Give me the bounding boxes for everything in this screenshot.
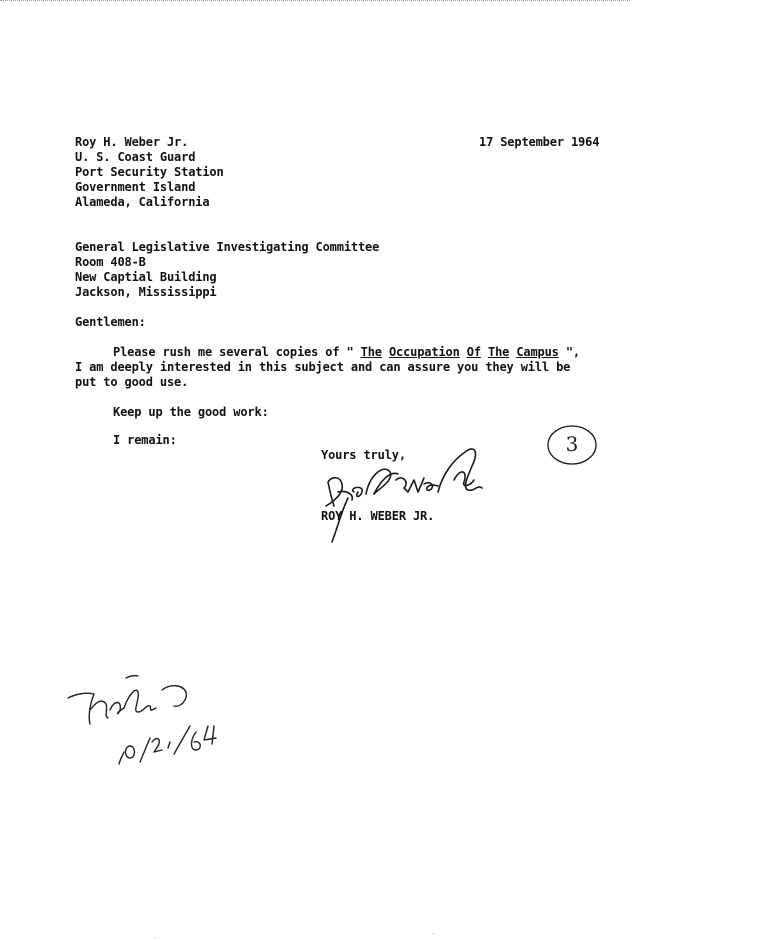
body-remain: I remain: [113, 433, 177, 447]
top-dotted-edge [0, 0, 630, 1]
pamphlet-title-word: Occupation [388, 345, 460, 359]
circled-number: 3 [565, 432, 579, 456]
typed-signature: ROY H. WEBER JR. [321, 509, 435, 523]
circled-annotation [547, 424, 597, 466]
letter-date: 17 September 1964 [479, 135, 600, 149]
salutation: Gentlemen: [75, 315, 146, 329]
pamphlet-title-word: Campus [516, 345, 559, 359]
request-suffix: ", [565, 345, 580, 359]
recipient-name: General Legislative Investigating Committee [75, 240, 380, 254]
pamphlet-title-word: The [360, 345, 382, 359]
body-line-2: I am deeply interested in this subject and can assure you they will be [75, 360, 571, 374]
recipient-room: Room 408-B [75, 255, 146, 269]
sender-name: Roy H. Weber Jr. [75, 135, 189, 149]
body-line-1 [113, 345, 580, 360]
closing: Yours truly, [321, 448, 406, 462]
paper-speck [155, 937, 156, 938]
handwritten-signature [318, 440, 498, 550]
recipient-building: New Captial Building [75, 270, 217, 284]
paper-speck [433, 933, 434, 934]
pamphlet-title-word: Of [466, 345, 481, 359]
body-line-3: put to good use. [75, 375, 189, 389]
sender-city: Alameda, California [75, 195, 210, 209]
request-prefix: Please rush me several copies of " [113, 345, 354, 359]
pamphlet-title-word: The [488, 345, 510, 359]
sender-location: Government Island [75, 180, 196, 194]
handwritten-mailed-note [66, 670, 246, 770]
sender-station: Port Security Station [75, 165, 224, 179]
body-encouragement: Keep up the good work: [113, 405, 269, 419]
recipient-city: Jackson, Mississippi [75, 285, 217, 299]
sender-org: U. S. Coast Guard [75, 150, 196, 164]
